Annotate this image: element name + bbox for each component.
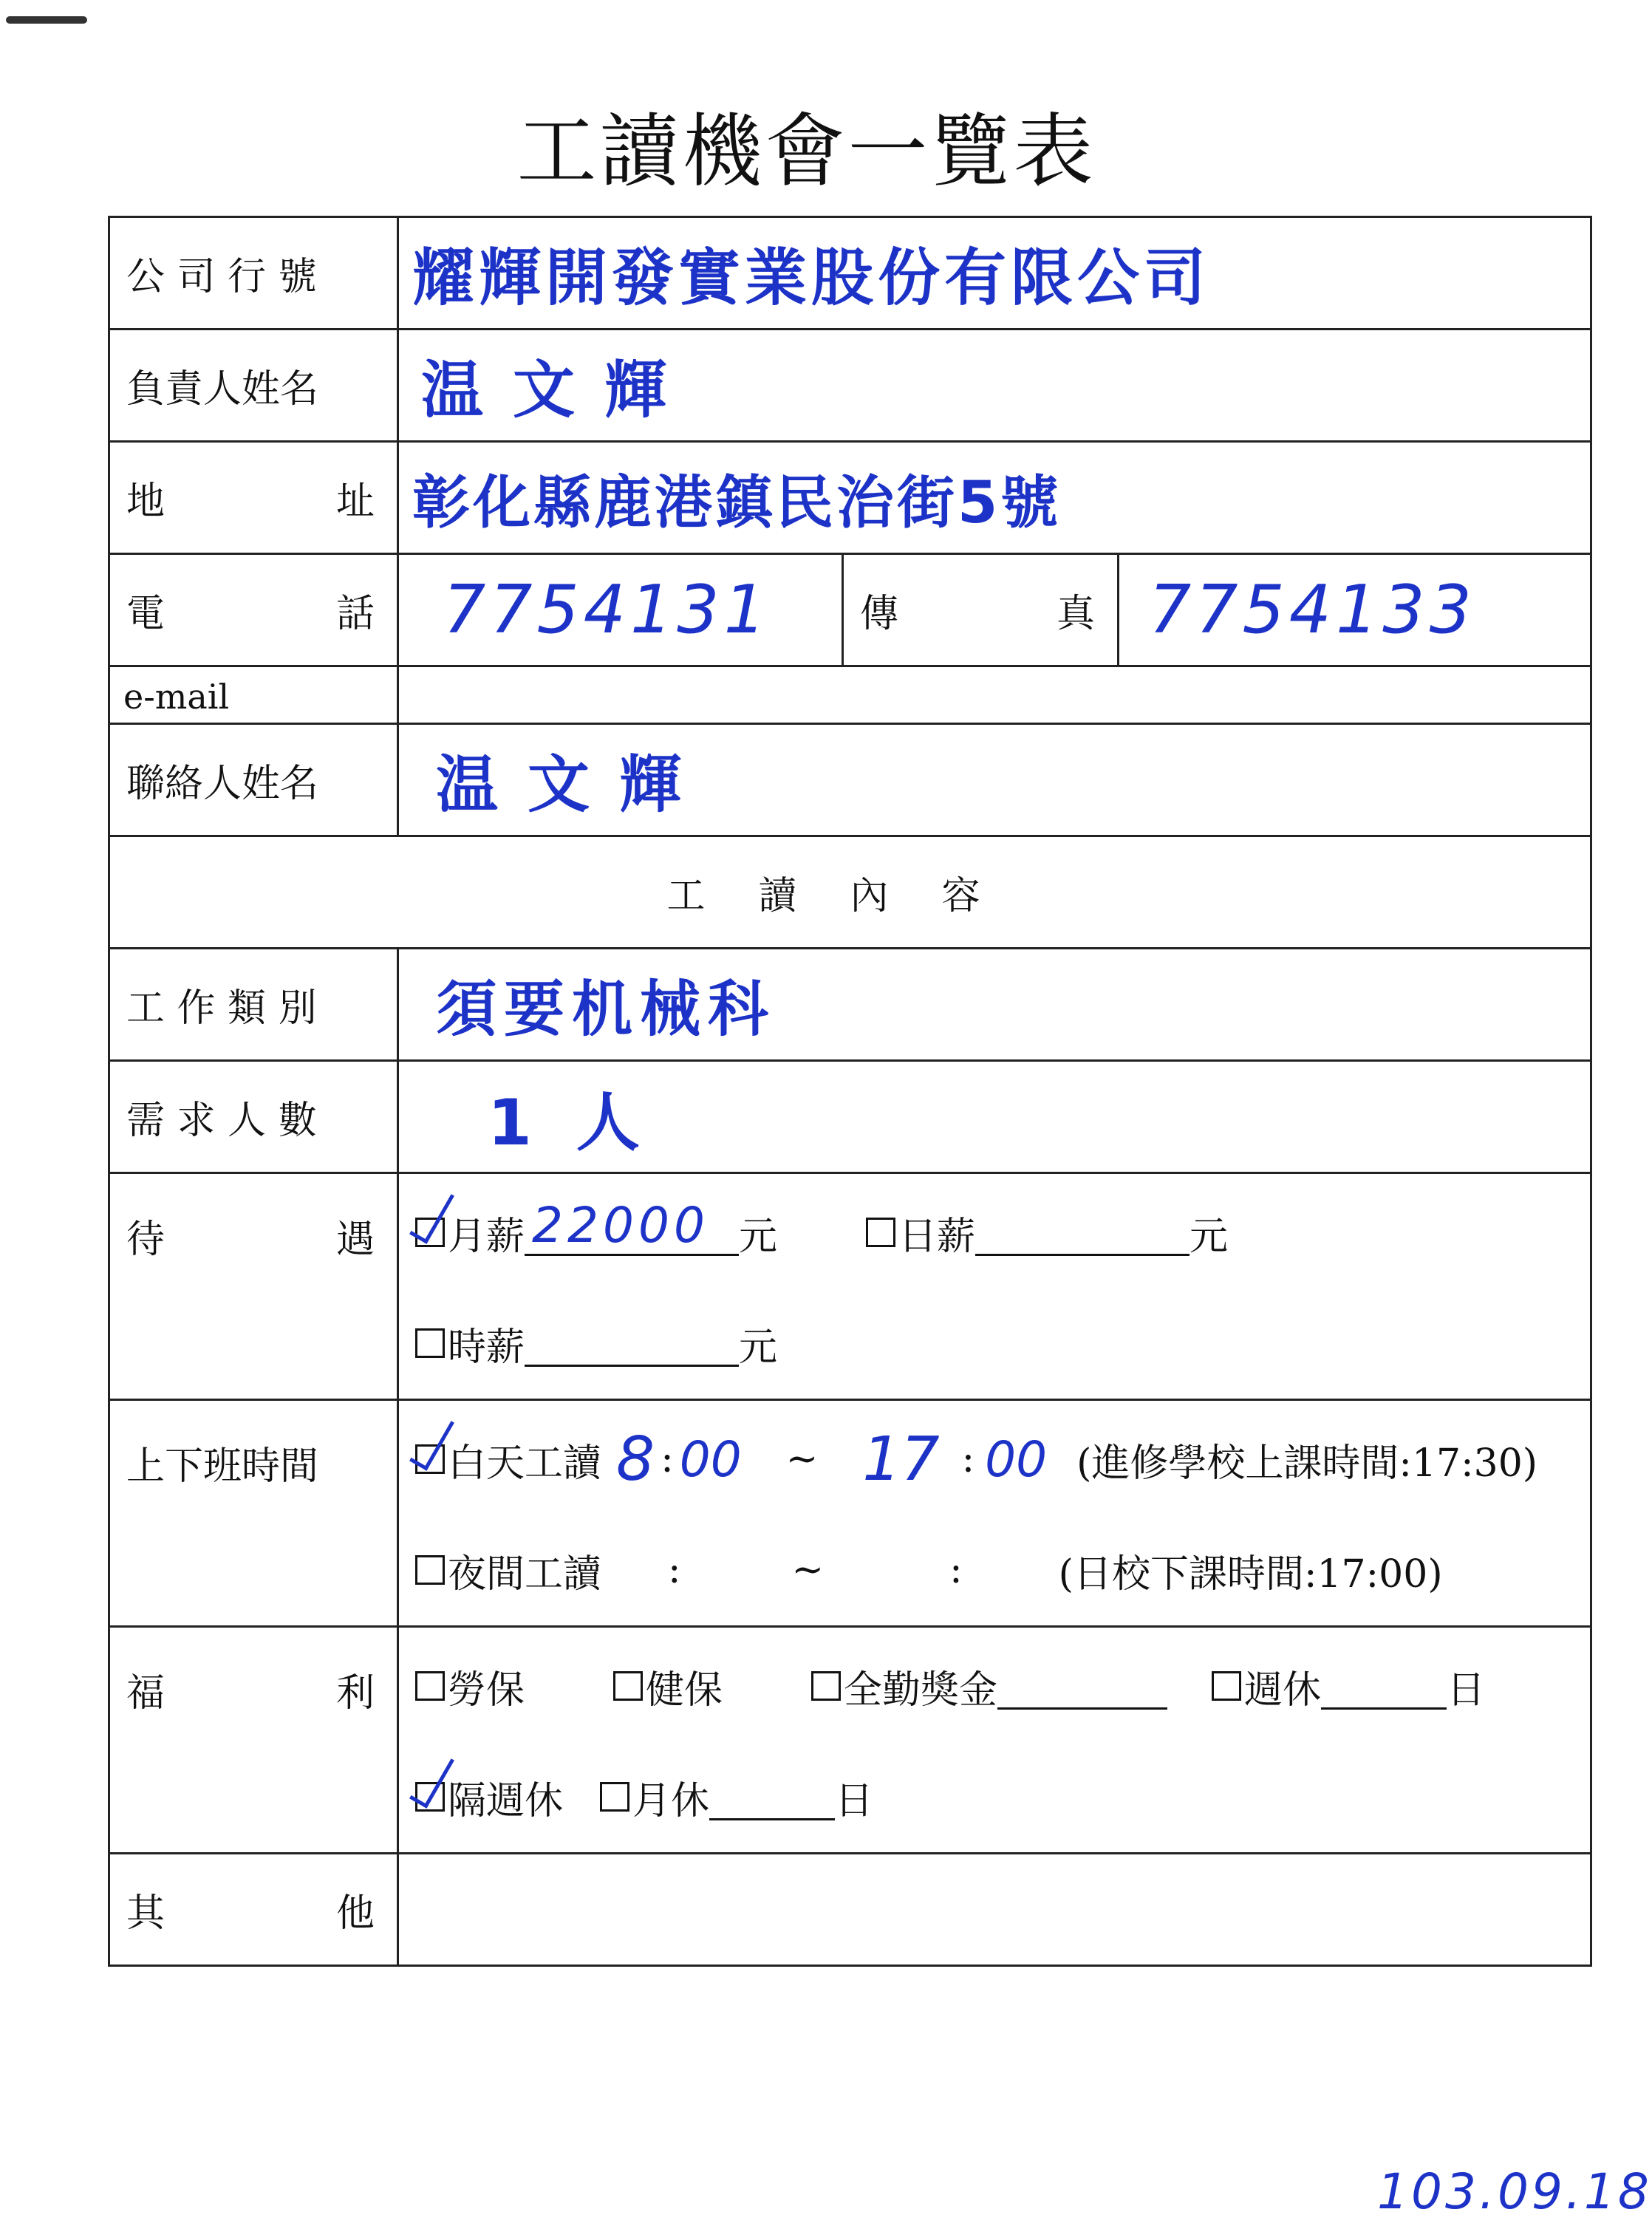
row-email [109,666,1591,724]
label-company: 公 司 行 號 [109,217,398,330]
weekly-off-unit: 日 [1447,1668,1486,1713]
day-start-sep: : [661,1437,674,1481]
headcount-field[interactable] [398,1061,1591,1173]
attendance-bonus-checkbox[interactable] [811,1671,841,1701]
health-insurance-label: 健保 [646,1668,723,1713]
night-shift-checkbox[interactable] [415,1555,445,1585]
phone-field[interactable] [398,554,843,666]
row-job-type [109,949,1591,1061]
row-company [109,217,1591,330]
monthly-pay-blank[interactable] [525,1196,739,1256]
label-other [109,1854,398,1966]
monthly-off-blank[interactable] [709,1774,835,1820]
alternate-week-off-label: 隔週休 [448,1778,564,1823]
label-job-type: 工 作 類 別 [109,949,398,1061]
row-other [109,1854,1591,1966]
label-benefits [109,1627,398,1854]
day-start-hour: 8 [616,1424,655,1495]
label-owner: 負責人姓名 [109,330,398,442]
section-title: 工讀內容 [666,874,1034,918]
hours-line-day [415,1404,1590,1515]
other-field[interactable] [398,1854,1591,1966]
pay-options [398,1173,1591,1400]
fax-field[interactable] [1119,554,1591,666]
company-value: 耀輝開發實業股份有限公司 [412,242,1211,314]
monthly-off-label: 月休 [632,1778,710,1823]
labor-insurance-label: 勞保 [448,1668,525,1713]
owner-value: 温文輝 [421,354,697,426]
label-fax [843,554,1119,666]
daily-pay-checkbox[interactable] [866,1218,895,1247]
contact-value: 温文輝 [436,748,711,821]
row-contact [109,724,1591,836]
label-other-1: 其 [126,1891,165,1936]
day-shift-label: 白天工讀 [448,1441,602,1486]
label-address-1: 地 [126,479,165,524]
address-value: 彰化縣鹿港鎮民治街5號 [412,469,1062,536]
attendance-bonus-blank[interactable] [997,1663,1167,1710]
hourly-pay-blank[interactable] [525,1320,739,1367]
label-benefits-1: 福 [126,1671,165,1716]
job-type-field[interactable] [398,949,1591,1061]
hourly-pay-unit: 元 [739,1325,778,1370]
night-start-sep: : [668,1548,681,1592]
labor-insurance-checkbox[interactable] [415,1671,445,1701]
address-field[interactable] [398,442,1591,554]
alternate-week-off-checkbox[interactable] [415,1782,445,1812]
monthly-pay-checkbox[interactable] [415,1218,445,1247]
daily-pay-unit: 元 [1189,1214,1229,1259]
monthly-off-unit: 日 [835,1778,874,1823]
label-fax-2: 真 [1056,592,1095,636]
hourly-pay-checkbox[interactable] [415,1328,445,1358]
benefits-line-1 [415,1631,1590,1741]
label-fax-1: 傳 [860,592,899,636]
label-email: e-mail [109,666,398,724]
label-hours: 上下班時間 [109,1400,398,1627]
headcount-value: 1人 [488,1085,684,1160]
owner-field[interactable] [398,330,1591,442]
row-owner [109,330,1591,442]
daily-pay-blank[interactable] [975,1209,1189,1256]
monthly-pay-unit: 元 [739,1214,778,1259]
pay-line-1 [415,1177,1590,1288]
label-address [109,442,398,554]
day-end-sep: : [961,1437,975,1481]
day-end-hour: 17 [862,1424,940,1495]
benefit-options [398,1627,1591,1854]
row-headcount [109,1061,1591,1173]
job-type-value: 須要机械科 [436,974,776,1045]
benefits-line-2 [415,1741,1590,1852]
day-tilde: ~ [785,1437,819,1481]
label-benefits-2: 利 [335,1671,375,1716]
job-form-table [108,216,1592,1967]
row-section-header [109,836,1591,949]
day-start-min: 00 [679,1430,742,1488]
attendance-bonus-label: 全勤獎金 [844,1668,998,1713]
monthly-pay-value: 22000 [532,1196,709,1254]
label-headcount: 需 求 人 數 [109,1061,398,1173]
weekly-off-blank[interactable] [1321,1663,1447,1710]
row-address [109,442,1591,554]
night-tilde: ~ [791,1548,825,1592]
health-insurance-checkbox[interactable] [613,1671,643,1701]
page-title: 工讀機會一覽表 [516,106,1096,198]
handwritten-date: 103.09.18 [1377,2163,1652,2220]
label-phone [109,554,398,666]
hours-options [398,1400,1591,1627]
row-phone-fax [109,554,1591,666]
phone-value: 7754131 [443,571,771,649]
row-hours [109,1400,1591,1627]
label-address-2: 址 [335,479,375,524]
company-field[interactable] [398,217,1591,330]
row-benefits [109,1627,1591,1854]
weekly-off-label: 週休 [1244,1668,1322,1713]
label-other-2: 他 [335,1891,375,1936]
label-phone-1: 電 [126,592,165,636]
monthly-pay-label: 月薪 [448,1214,525,1259]
email-field[interactable] [398,666,1591,724]
night-shift-label: 夜間工讀 [448,1552,602,1597]
label-pay [109,1173,398,1400]
label-pay-2: 遇 [335,1218,375,1262]
section-header [109,836,1591,949]
night-shift-note: (日校下課時間:17:00) [1058,1552,1443,1597]
night-end-sep: : [949,1548,963,1592]
contact-field[interactable] [398,724,1591,836]
label-phone-2: 話 [335,592,375,636]
weekly-off-checkbox[interactable] [1212,1671,1241,1701]
monthly-off-checkbox[interactable] [600,1782,629,1812]
pay-line-2 [415,1288,1590,1399]
hourly-pay-label: 時薪 [448,1325,525,1370]
day-shift-checkbox[interactable] [415,1444,445,1474]
day-shift-note: (進修學校上課時間:17:30) [1076,1441,1538,1486]
hours-line-night [415,1515,1590,1625]
label-contact: 聯絡人姓名 [109,724,398,836]
scan-mark [6,16,87,24]
day-end-min: 00 [985,1430,1048,1488]
row-pay [109,1173,1591,1400]
fax-value: 7754133 [1149,571,1476,649]
daily-pay-label: 日薪 [898,1214,976,1259]
label-pay-1: 待 [126,1218,165,1262]
